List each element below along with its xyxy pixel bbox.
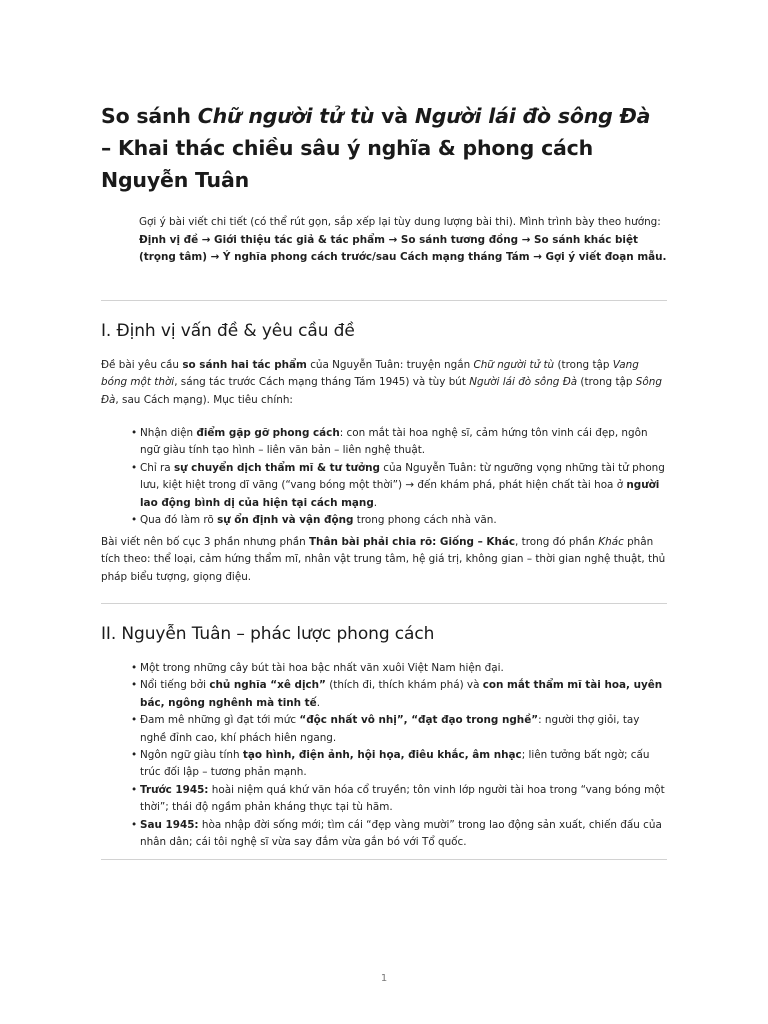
text: Đam mê những gì đạt tới mức xyxy=(140,714,300,727)
text: Bài viết nên bố cục 3 phần nhưng phần xyxy=(101,536,309,548)
emphasis: tạo hình, điện ảnh, hội họa, điêu khắc, âm nhạc xyxy=(242,749,522,762)
divider xyxy=(101,859,667,860)
list-item xyxy=(131,460,667,512)
divider xyxy=(101,603,667,604)
emphasis: Trước 1945: xyxy=(140,783,209,796)
list-item xyxy=(131,512,667,529)
list-item xyxy=(131,782,667,817)
title-work-2: Người lái đò sông Đà xyxy=(414,104,651,128)
list-item xyxy=(131,660,667,677)
text: ; liên tưởng bất ngờ; cấu trúc đối lập – tương phản mạnh. xyxy=(140,749,650,779)
work-title: Chữ người tử tù xyxy=(473,359,555,371)
divider xyxy=(101,300,667,301)
text: Qua đó làm rõ xyxy=(140,514,218,527)
section-1-paragraph-1 xyxy=(101,357,667,409)
collection-title: Sông Đà xyxy=(101,376,662,406)
emphasis: con mắt thẩm mĩ tài hoa, uyên bác, ngông nghênh mà tinh tế xyxy=(140,679,663,709)
text: Nổi tiếng bởi xyxy=(140,679,210,692)
text: Chỉ ra xyxy=(140,461,174,474)
text: , trong đó phần xyxy=(515,536,599,548)
text: của Nguyễn Tuân: truyện ngắn xyxy=(306,359,474,371)
emphasis: người lao động bình dị của hiện tại cách mạng xyxy=(140,479,660,509)
section-1-paragraph-2 xyxy=(101,534,667,586)
text: Đề bài yêu cầu xyxy=(101,359,183,371)
text: , sau Cách mạng). Mục tiêu chính: xyxy=(115,393,293,406)
intro-outline: Định vị đề → Giới thiệu tác giả & tác phẩm → So sánh tương đồng → So sánh khác biệt (trọng tâm) → Ý nghĩa phong cách trước/sau Cách mạng tháng Tám → Gợi ý viết đoạn mẫu. xyxy=(139,233,667,264)
text: Một trong những cây bút tài hoa bậc nhất văn xuôi Việt Nam hiện đại. xyxy=(140,662,504,674)
text: Nhận diện xyxy=(140,427,197,439)
list-item xyxy=(131,425,667,460)
intro-text: Gợi ý bài viết chi tiết (có thể rút gọn, sắp xếp lại tùy dung lượng bài thi). Mình trình bày theo hướng: xyxy=(139,216,661,228)
emphasis: chủ nghĩa “xê dịch” xyxy=(209,679,326,692)
list-item xyxy=(131,677,667,712)
collection-title: Vang bóng một thời xyxy=(101,359,639,389)
text: (trong tập xyxy=(554,359,613,371)
emphasis: điểm gặp gỡ phong cách xyxy=(196,427,340,439)
text: trong phong cách nhà văn. xyxy=(353,514,497,527)
list-item xyxy=(131,817,667,852)
title-work-1: Chữ người tử tù xyxy=(197,104,375,128)
text: Ngôn ngữ giàu tính xyxy=(140,749,243,762)
text: (trong tập xyxy=(577,376,636,389)
section-2-heading: II. Nguyễn Tuân – phác lược phong cách xyxy=(101,624,435,644)
text: (thích đi, thích khám phá) và xyxy=(325,679,483,692)
page-number: 1 xyxy=(380,973,388,984)
text: . xyxy=(316,696,321,709)
text: của Nguyễn Tuân: từ ngưỡng vọng những tài tử phong lưu, kiệt hiệt trong dĩ vãng (“vang bóng một thời”) → đến khám phá, phát hiện chất tài hoa ở xyxy=(140,461,665,492)
emphasis: Thân bài phải chia rõ: Giống – Khác xyxy=(308,536,516,548)
text: : con mắt tài hoa nghệ sĩ, cảm hứng tôn vinh cái đẹp, ngôn ngữ giàu tính tạo hình – liên văn bản – liên nghệ thuật. xyxy=(140,427,648,457)
work-title: Người lái đò sông Đà xyxy=(469,376,578,389)
title-text: – Khai thác chiều sâu ý nghĩa & phong cách Nguyễn Tuân xyxy=(101,136,594,192)
text: hòa nhập đời sống mới; tìm cái “đẹp vàng mười” trong lao động sản xuất, chiến đấu của nhân dân; cái tôi nghệ sĩ vừa say đắm vừa gắn bó với Tổ quốc. xyxy=(140,818,662,849)
list-item xyxy=(131,747,667,782)
text: , sáng tác trước Cách mạng tháng Tám 1945) và tùy bút xyxy=(174,376,470,389)
list-item xyxy=(131,712,667,747)
text: hoài niệm quá khứ văn hóa cổ truyền; tôn vinh lớp người tài hoa trong “vang bóng một thời”; thái độ ngầm phản kháng thực tại tù hãm. xyxy=(140,783,665,814)
title-text: So sánh xyxy=(101,104,198,128)
text: : người thợ giỏi, tay nghề đỉnh cao, khí phách hiên ngang. xyxy=(140,714,640,744)
text: phân tích theo: thể loại, cảm hứng thẩm mĩ, nhân vật trung tâm, hệ giá trị, không gian – thời gian nghệ thuật, thủ pháp biểu tượng, giọng điệu. xyxy=(101,536,666,583)
emphasis: sự chuyển dịch thẩm mĩ & tư tưởng xyxy=(173,461,380,474)
emphasis-italic: Khác xyxy=(598,536,624,548)
title-text: và xyxy=(374,104,415,128)
document-title xyxy=(101,100,667,196)
emphasis: “độc nhất vô nhị”, “đạt đạo trong nghề” xyxy=(299,714,539,727)
text: . xyxy=(373,496,378,509)
section-1-bullet-list xyxy=(131,425,667,529)
emphasis: sự ổn định và vận động xyxy=(217,514,354,527)
section-1-heading: I. Định vị vấn đề & yêu cầu đề xyxy=(101,321,355,341)
emphasis: Sau 1945: xyxy=(140,818,199,831)
emphasis: so sánh hai tác phẩm xyxy=(182,359,307,371)
intro-paragraph xyxy=(139,214,667,267)
section-2-bullet-list xyxy=(131,660,667,851)
